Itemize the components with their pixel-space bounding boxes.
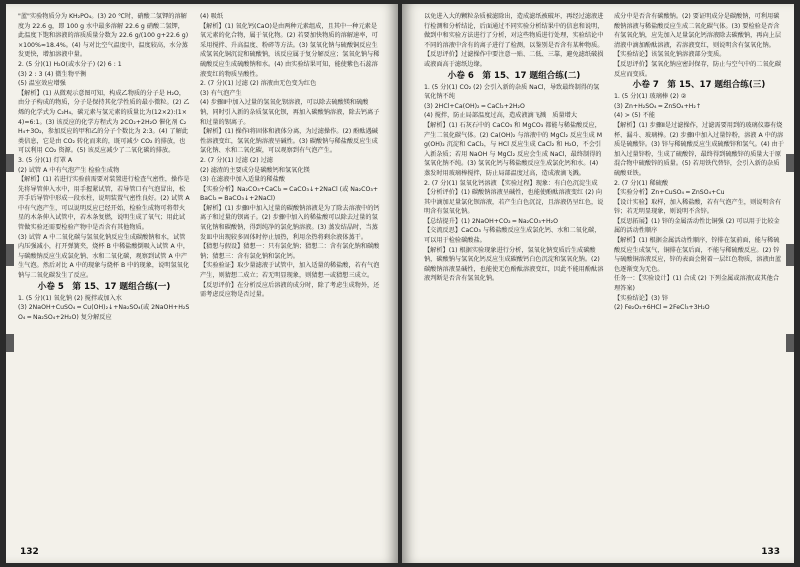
- left-edge-tab-2: [6, 244, 14, 266]
- answer-paragraph: (2) 滤渣的主要成分是碳酸钙和氢氧化镁: [200, 166, 310, 174]
- answer-paragraph: 1. (5 分)(1) CO₂ (2) 会引入新的杂质 NaCl，导致最终制得的氢氧化钠不纯: [424, 83, 600, 101]
- answer-paragraph: 【实验验证】取少量滤液于试管中，加入适量的稀盐酸，若有气泡产生，则猜想二成立；若无明显现象，则猜想一或猜想三成立。: [200, 262, 380, 280]
- answer-paragraph: 2. (7 分)(1) 氢氧化钙溶液 【实验过程】现象：有白色沉淀生成: [424, 179, 598, 187]
- answer-paragraph: 【分析评价】(1) 碳酸钠溶液呈碱性，也能使酚酞溶液变红 (2) 向其中滴加足量氯化钡溶液，若产生白色沉淀，且溶液仍呈红色，说明含有氢氧化钠。: [424, 189, 604, 216]
- answer-paragraph: 【交流反思】CaCO₃ 与稀盐酸反应生成氯化钙、水和二氧化碳，可以用于检验碳酸盐。: [424, 227, 601, 245]
- section-title: 小卷 5 第 15、17 题组合练(一): [37, 281, 171, 292]
- answer-paragraph: 2. (7 分)(1) 过滤 (2) 过滤: [200, 156, 273, 164]
- answer-paragraph: 【解析】(1) 石灰石中的 CaCO₃ 和 MgCO₃ 都能与稀盐酸反应，产生二氧化碳气体。(2) Ca(OH)₂ 与溶液中的 MgCl₂ 反应生成 Mg(OH)₂ 沉淀和 CaCl₂，与 HCl 反应生成 CaCl₂ 和 H₂O，不会引入新杂质；若用 NaOH 与 MgCl₂ 反应会生成 NaCl，最终制得的氢氧化钠不纯。(3) 氢氧化钙与稀盐酸反应生成氯化钙和水。(4) 蒸发时用玻璃棒搅拌，防止局部温度过高，造成液滴飞溅。: [424, 121, 603, 177]
- answer-paragraph: (4) 搅拌，防止局部温度过高，造成液滴飞溅 质量增大: [424, 112, 578, 120]
- answer-paragraph: 【解析】(1) 步骤Ⅰ中加入过量的碳酸钠溶液是为了除去溶液中的钙离子和过量的钡离子。(2) 步骤中加入的稀盐酸可以除去过量的氢氧化钠和碳酸钠，得到纯净的氯化钠溶液。(3) 蒸发结晶时，当蒸发皿中出现较多固体时停止加热，利用余热将剩余液体蒸干。: [200, 204, 380, 241]
- answer-paragraph: (4) > (5) 不能: [614, 112, 655, 120]
- answer-paragraph: (4) 吸纸: [200, 13, 224, 20]
- answer-paragraph: 【反思评价】氢氧化钠应密封保存，防止与空气中的二氧化碳反应而变质。: [614, 60, 782, 78]
- answer-paragraph: (3) 试管 A 中二氧化碳与氢氧化钠反应生成碳酸钠和水，试管内压强减小，打开弹簧夹，烧杯 B 中稀盐酸倒吸入试管 A 中，与碳酸钠反应生成氯化钠、水和二氧化碳，观察到试管 A 中产生气泡。然后对比 A 中的现象与烧杯 B 中的现象，说明氢氧化钠与二氧化碳发生了反应。: [18, 233, 190, 280]
- answer-paragraph: 以免进入大的颗粒杂质被滤除出，造成滤纸被破坏，再经过滤液进行检测和分析结论，后面通过不同实验分析结果中的信息和说明，做到中和实验方法进行了分析，对这些物质进行处理，实验结论中不同的溶液中含有的离子进行了检测，以鉴别是否含有某种物质。: [424, 13, 604, 49]
- answer-paragraph: 成分中是否含有碳酸钠。(2) 要证明成分是碳酸钠，可利用碳酸钠溶液与稀盐酸反应生成二氧化碳气体。(3) 要检验是否含有氢氧化钠，应先加入足量氯化钙溶液除去碳酸钠，再向上层清液中滴加酚酞溶液，若溶液变红，则说明含有氢氧化钠。: [614, 13, 782, 49]
- right-edge-tab-2: [786, 244, 794, 266]
- answer-paragraph: (2) Fe₂O₃+6HCl ═ 2FeCl₃+3H₂O: [614, 304, 710, 312]
- answer-paragraph: (2) 试管 A 中有气泡产生 检验生成物: [18, 166, 120, 174]
- answer-paragraph: 1. (5 分)(1) 玻璃棒 (2) ②: [614, 93, 687, 101]
- right-edge-tab-3: [786, 334, 794, 352]
- right-column-1: [424, 12, 604, 539]
- left-edge-tab-3: [6, 334, 14, 352]
- page-number-left: 132: [20, 547, 39, 557]
- answer-paragraph: 2. (5 分)(1) H₂O(或水分子) (2) 6 : 1: [18, 60, 122, 68]
- answer-paragraph: (3) 2 : 3 (4) 微生物平衡: [18, 70, 87, 78]
- answer-paragraph: 【解析】(1) 根据金属活动性顺序，锌排在氢前面，能与稀硫酸反应生成氢气，铜排在氢后面，不能与稀硫酸反应。(2) 锌与硫酸铜溶液反应，锌的表面会附着一层红色物质，溶液由蓝色逐渐变为无色。: [614, 237, 782, 273]
- answer-paragraph: 3. (5 分)(1) 灯罩 A: [18, 156, 73, 164]
- answer-paragraph: 【解析】(1) 步骤Ⅱ是过滤操作，过滤需要用到的玻璃仪器有烧杯、漏斗、玻璃棒。(2) 步骤Ⅰ中加入过量锌粉，溶液 A 中的溶质是硫酸锌。(3) 锌与稀硫酸反应生成硫酸锌和氢气。(4) 由于加入过量锌粉，生成了硫酸锌，最终得到硫酸锌的质量大于原混合物中硫酸锌的质量。(5) 若用铁代替锌，会引入新的杂质硫酸亚铁。: [614, 121, 784, 177]
- answer-paragraph: 【解析】(1) 氧化钙(CaO)是由两种元素组成，且其中一种元素是氧元素的化合物，属于氧化物。(2) 若要加快物质的溶解速率，可采用搅拌、升高温度、粉碎等方法。(3) 氢氧化钠与硫酸铜反应生成氢氧化铜沉淀和硫酸钠，该反应属于复分解反应；氢氧化钠与稀硫酸反应生成硫酸钠和水。(4) 由实验结果可知，能使紫色石蕊溶液变红的物质呈酸性。: [200, 22, 380, 78]
- section-title: 小卷 6 第 15、17 题组合练(二): [447, 70, 581, 81]
- answer-paragraph: 1. (5 分)(1) 氧化钠 (2) 搅拌或加入水: [18, 294, 122, 302]
- answer-paragraph: 【实验分析】Na₂CO₃+CaCl₂ ═ CaCO₃↓+2NaCl (或 Na₂CO₃+BaCl₂ ═ BaCO₃↓+2NaCl): [200, 185, 379, 203]
- right-page: [402, 4, 794, 563]
- left-page: [6, 4, 398, 563]
- answer-paragraph: "蓝"实验物质分为 KH₂PO₄。(3) 20 ℃时，硝酸二氢钾的溶解度为 22.6 g，即 100 g 水中最多溶解 22.6 g 硝酸二氢钾，此温度下饱和溶液的溶质质量分数为 22.6 g/(100 g+22.6 g)×100%≈18.4%。(4) 与对比空气温度中，温度较高，水分蒸发更快，增加溶液中量。: [18, 13, 189, 59]
- answer-paragraph: 【设计实验】取样，加入稀盐酸，若有气泡产生，则说明含有锌；若无明显现象，则说明不含锌。: [614, 198, 782, 216]
- answer-paragraph: 【解析】(1) 操作Ⅰ将固体和液体分离，为过滤操作。(2) 酚酞遇碱性溶液变红，氢氧化钠溶液呈碱性。(3) 碳酸钠与稀盐酸反应生成氯化钠、水和二氧化碳，可以观察到有气泡产生。: [200, 128, 378, 155]
- page-number-right: 133: [761, 547, 780, 557]
- answer-paragraph: 【猜想与假设】猜想一：只有氯化钠；猜想二：含有氯化钠和碳酸钠；猜想三：含有氯化钠和氯化钙。: [200, 243, 380, 260]
- answer-paragraph: (3) 有气泡产生: [200, 89, 242, 97]
- answer-paragraph: 任务一：【实验设计】(1) 合成 (2) 下列金属或溶液(或其他合理答案): [614, 275, 780, 293]
- answer-paragraph: 【解析】(1) 根据实验现象进行分析，氢氧化钠变质后生成碳酸钠，碳酸钠与氢氧化钙反应生成碳酸钙白色沉淀和氢氧化钠。(2) 碳酸钠溶液显碱性，也能使无色酚酞溶液变红，因此不能用酚酞溶液判断是否含有氢氧化钠。: [424, 246, 604, 283]
- answer-paragraph: (3) Zn+H₂SO₄ ═ ZnSO₄+H₂↑: [614, 102, 702, 110]
- answer-paragraph: (5) 温室效应增强: [18, 80, 66, 88]
- answer-paragraph: 【总结提升】(1) 2NaOH+CO₂ ═ Na₂CO₃+H₂O: [424, 217, 559, 225]
- answer-paragraph: (3) 2NaOH+CuSO₄ ═ Cu(OH)₂↓+Na₂SO₄(或 2NaOH+H₂SO₄ ═ Na₂SO₄+2H₂O) 复分解反应: [18, 304, 190, 321]
- answer-paragraph: 【实验分析】Zn+CuSO₄ ═ ZnSO₄+Cu: [614, 189, 725, 197]
- right-edge-tab-1: [786, 154, 794, 172]
- answer-paragraph: 【实验结论】(3) 锌: [614, 294, 669, 302]
- answer-paragraph: 【解析】(1) 从微观示意图可知，构成乙物质的分子是 H₂O，由分子构成的物质，分子是保持其化学性质的最小微粒。(2) 乙烯的化学式为 C₂H₄，碳元素与氢元素的质量比为(12×2):(1×4)=6:1。(3) 该反应的化学方程式为 2CO₂+2H₂O 催化剂 C₂H₄+3O₂，参加反应的甲和乙的分子个数比为 2:3。(4) 了解此类信息，它是由 CO₂ 转化而来的，既可减少 CO₂ 的排放，也可以利用 CO₂ 资源。(5) 该反应减少了二氧化碳的排放。: [18, 89, 190, 155]
- answer-paragraph: 【反思评价】在分析反应后溶液的成分时，除了考虑生成物外，还需考虑反应物是否过量。: [200, 281, 380, 299]
- answer-paragraph: 【反思拓展】(1) 锌的金属活动性比铜强 (2) 可以用于比较金属的活动性顺序: [614, 217, 780, 235]
- left-column-1: [18, 12, 190, 539]
- answer-paragraph: (3) 2HCl+Ca(OH)₂ ═ CaCl₂+2H₂O: [424, 102, 525, 110]
- answer-paragraph: 2. (7 分)(1) 过滤 (2) 溶液由无色变为红色: [200, 80, 317, 88]
- answer-paragraph: 【反思评价】过滤操作中要注意一贴、二低、三靠，避免滤纸破损或液面高于滤纸边缘。: [424, 51, 604, 68]
- left-edge-tab-1: [6, 154, 14, 172]
- section-title: 小卷 7 第 15、17 题组合练(三): [632, 80, 766, 91]
- answer-paragraph: (3) 在滤液中加入适量的稀盐酸: [200, 176, 285, 184]
- answer-paragraph: 【实验结论】该氢氧化钠溶液部分变质。: [614, 51, 726, 59]
- right-column-2: [614, 12, 784, 539]
- left-column-2: [200, 12, 380, 539]
- answer-paragraph: (4) 步骤Ⅱ中加入过量的氢氧化钡溶液，可以除去硫酸镁和硫酸钠，同时引入新的杂质氢氧化钡，再加入碳酸钠溶液，除去钙离子和过量的钡离子。: [200, 99, 380, 126]
- answer-paragraph: 2. (7 分)(1) 稀硫酸: [614, 179, 669, 187]
- answer-paragraph: 【解析】(1) 若进行实验前需要对装置进行检查气密性，操作是先将导管伸入水中，用手握紧试管，若导管口有气泡冒出，松开手后导管中形成一段水柱，说明装置气密性良好。(2) 试管 A 中有气泡产生，可以说明反应已经开始，检验生成物可将带火星的木条伸入试管中，若木条复燃，说明生成了氧气；用此试管做实验还需要检验产物中是否含有其他物质。: [18, 176, 190, 232]
